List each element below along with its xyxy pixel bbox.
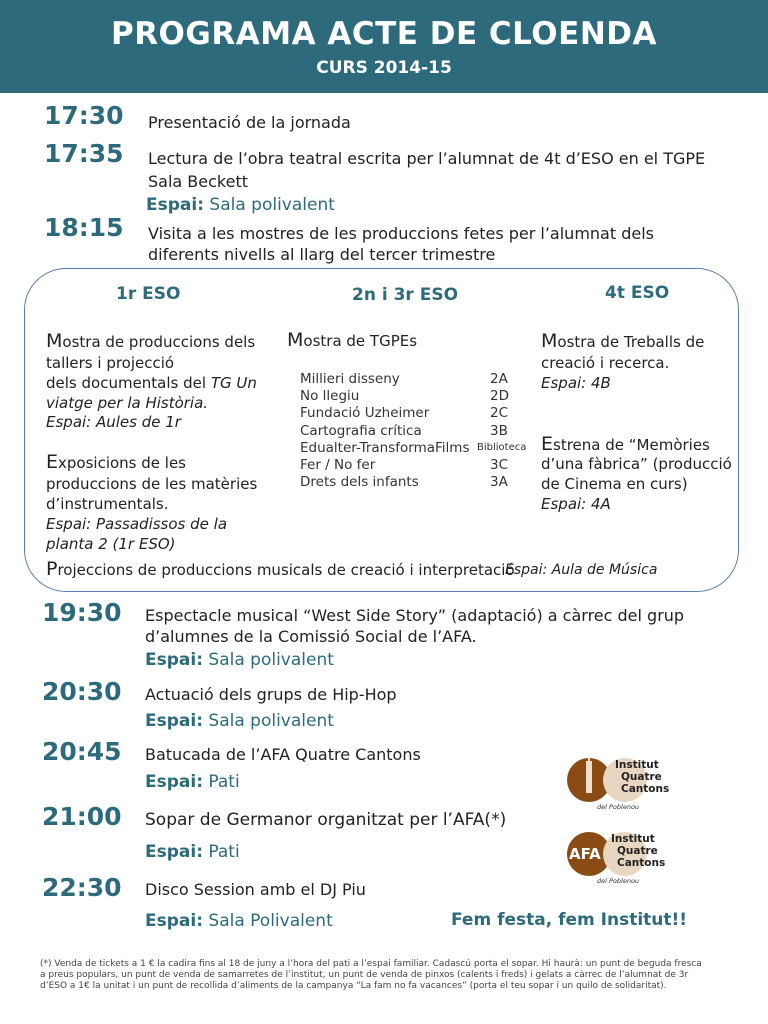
col1-block2-line: produccions de les matèries [46,475,258,493]
espai-value: Sala polivalent [209,195,335,215]
tgpe-item-name: Cartografia crítica [300,422,422,439]
tgpe-item-group: Biblioteca [477,441,527,453]
col3-block2-line: Estrena de “Memòries [541,433,710,455]
col1-block2-espai: planta 2 (1r ESO) [46,535,176,553]
espai-line [145,711,334,731]
event-text: Sopar de Germanor organitzat per l’AFA(*) [145,810,507,830]
time-2100: 21:00 [42,802,122,831]
col3-block2-espai: Espai: 4A [541,495,611,513]
col1-block2-line: Exposicions de les [46,451,186,473]
afa-badge: AFA [569,845,601,863]
espai-label: Espai: [145,650,203,670]
time-2030: 20:30 [42,677,122,706]
tgpe-item-name: Fer / No fer [300,457,376,473]
event-text: diferents nivells al llarg del tercer trimestre [148,245,496,264]
tgpe-item-name: Fundació Uzheimer [300,405,430,422]
event-text: Espectacle musical “West Side Story” (adaptació) a càrrec del grup [145,606,685,625]
tgpe-item-name: Millieri disseny [300,371,400,387]
col2-heading: 2n i 3r ESO [352,285,459,305]
time-1735: 17:35 [44,139,124,168]
logo-subtext: del Poblenou [597,803,640,811]
footnote-line: d’ESO a 1€ la unitat i un punt de recollida d’aliments de la campanya “La fam no fa vacances” (porta el teu sopar i un quilo de solidaritat). [40,981,667,991]
espai-label: Espai: [145,911,203,931]
event-text: Batucada de l’AFA Quatre Cantons [145,745,421,764]
footnote-line: a preus populars, un punt de venda de samarretes de l’institut, un punt de venda de pinxos (calents i freds) i gelats a càrrec de l’alumnat de 3r [40,970,689,980]
logo-text: Institut Quatre Cantons [611,833,666,869]
col1-block2-line: d’instrumentals. [46,495,169,513]
event-text: d’alumnes de la Comissió Social de l’AFA. [145,627,477,646]
col3-block1-line: creació i recerca. [541,354,670,372]
tgpe-item-name: Edualter-TransformaFilms [300,439,470,456]
school-logo [567,755,687,811]
tgpe-item-group: 2C [490,405,509,422]
espai-label: Espai: [145,772,203,792]
col1-block1-espai: Espai: Aules de 1r [46,413,181,431]
espai-value: Sala polivalent [208,711,334,731]
time-1730: 17:30 [44,101,124,130]
event-text: Actuació dels grups de Hip-Hop [145,685,397,704]
col2-intro: Mostra de TGPEs [287,329,418,351]
tgpe-item-group: 3B [490,422,508,439]
tgpe-item-group: 3A [490,474,508,491]
event-text: Disco Session amb el DJ Piu [145,880,366,899]
col1-block1-line: viatge per la Història. [46,394,209,412]
espai-label: Espai: [145,711,203,731]
event-text: Lectura de l’obra teatral escrita per l’alumnat de 4t d’ESO en el TGPE [148,149,706,168]
col1-block1-line: tallers i projecció [46,354,175,372]
page-title: PROGRAMA ACTE DE CLOENDA [110,16,658,52]
espai-label: Espai: [146,195,204,215]
col1-heading: 1r ESO [116,284,181,304]
espai-value: Sala polivalent [208,650,334,670]
event-text: Presentació de la jornada [148,113,351,132]
tgpe-item-group: 3C [490,457,509,473]
time-1930: 19:30 [42,598,122,627]
col3-block1-espai: Espai: 4B [541,374,611,392]
logo-text: Institut Quatre Cantons [615,759,670,795]
afa-logo [567,829,687,885]
col1-block1-line: dels documentals del TG Un [46,374,257,392]
tgpe-item-group: 2A [490,371,508,387]
col3-block2-line: d’una fàbrica” (producció [541,455,732,473]
espai-value: Sala Polivalent [208,911,333,931]
espai-value: Pati [208,842,240,862]
espai-line [145,911,333,931]
event-text: Sala Beckett [148,172,248,191]
logo-subtext: del Poblenou [597,877,640,885]
music-projection-line: Projeccions de produccions musicals de creació i interpretació [46,558,515,580]
espai-label: Espai: [145,842,203,862]
espai-line [146,195,335,215]
time-2045: 20:45 [42,737,122,766]
col3-heading: 4t ESO [605,283,670,303]
tgpe-item-name: No llegiu [300,388,360,405]
col1-block1-line: Mostra de produccions dels [46,330,256,352]
espai-line [145,842,240,862]
tgpe-item-group: 2D [490,388,509,405]
slogan: Fem festa, fem Institut!! [451,910,688,930]
tgpe-item-name: Drets dels infants [300,474,419,491]
time-1815: 18:15 [44,213,124,242]
footnote [40,959,730,992]
col3-block1-line: Mostra de Treballs de [541,330,705,352]
espai-value: Pati [208,772,240,792]
event-text: Visita a les mostres de les produccions fetes per l’alumnat dels [148,224,654,243]
page-subtitle: CURS 2014-15 [316,58,452,78]
time-2230: 22:30 [42,873,122,902]
col1-block2-espai: Espai: Passadissos de la [46,515,228,533]
espai-line [145,772,240,792]
col3-block2-line: de Cinema en curs) [541,475,688,493]
footnote-line: (*) Venda de tickets a 1 € la cadira fins al 18 de juny a l’hora del pati a l’espai familiar. Cadascú porta el sopar. Hi haurà: un punt de beguda fresca [40,959,702,969]
music-projection-espai: Espai: Aula de Música [505,562,658,578]
header-banner [0,0,768,93]
espai-line [145,650,334,670]
